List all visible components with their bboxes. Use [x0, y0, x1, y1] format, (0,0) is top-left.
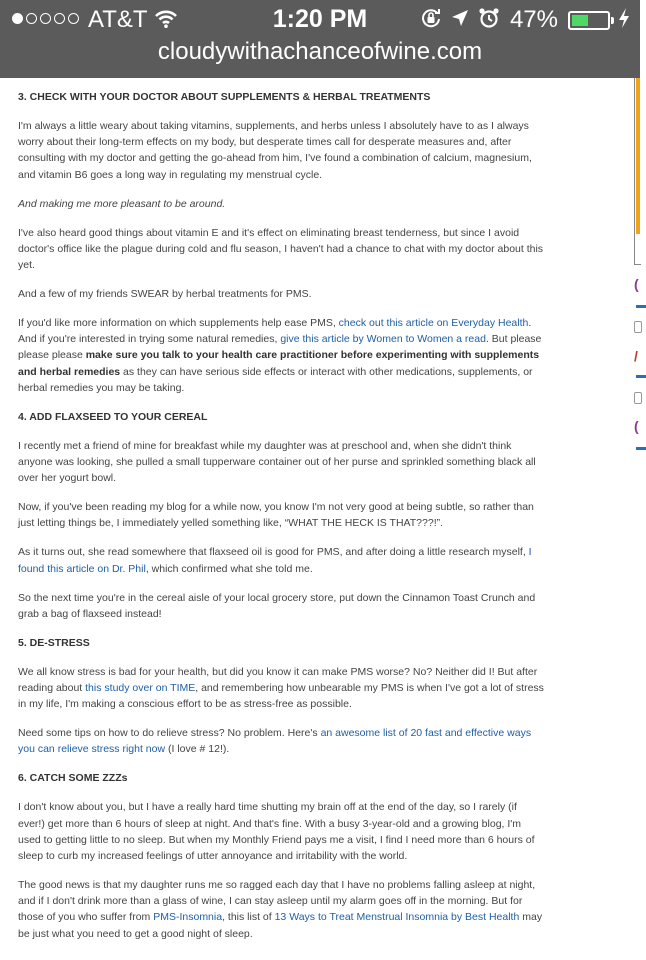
text: The good news is that my daughter runs me so ragged each day that I have no problems falling asleep at night, and if I don't drink more than a glass of wine, I can stay asleep until my alarm goes off in the morning. But for those of you who suffer from	[18, 879, 536, 924]
status-right-group	[420, 6, 630, 34]
paragraph: And a few of my friends SWEAR by herbal treatments for PMS.	[18, 288, 312, 301]
sidebar-checkbox[interactable]	[634, 392, 642, 404]
paragraph: I don't know about you, but I have a really hard time shutting my brain off at the end of the day, so I rarely (if ever!) get more than 6 hours of sleep at night. And that's fine. With a busy 3-year-old and a growing blog, I'm used to getting little to no sleep. But when my Monthly Friend pays me a visit, I find I need more than 6 hours of sleep to curb my increased feelings of utter annoyance and irritability with the world.	[18, 801, 535, 863]
url-bar-domain[interactable]: cloudywithachanceofwine.com	[157, 38, 483, 65]
paragraph: I've also heard good things about vitamin E and it's effect on eliminating breast tenderness, but since I avoid doctor's office like the plague during cold and flu season, I haven't had a chance to chat with my doctor about this yet.	[18, 226, 544, 272]
bold-warning: make sure you talk to your health care practitioner before experimenting with supplements and herbal remedies	[18, 349, 540, 378]
section-heading-5: 5. DE-STRESS	[18, 636, 90, 649]
text: As it turns out, she read somewhere that flaxseed oil is good for PMS, and after doing a little research myself,	[18, 546, 529, 559]
text: Need some tips on how to do relieve stress? No problem. Here's	[18, 727, 321, 740]
text: may be just what you need to get a good night of sleep.	[18, 911, 543, 940]
pms-insomnia-link[interactable]: PMS-Insomnia	[153, 911, 223, 924]
sidebar-fragment: ▬	[636, 370, 646, 381]
dr-phil-link[interactable]: I found this article on Dr. Phil	[18, 546, 532, 575]
paragraph: Now, if you've been reading my blog for a while now, you know I'm not very good at being subtle, so rather than just letting things be, I immediately yelled something like, “WHAT THE HECK IS THAT???!”.	[18, 501, 534, 530]
text: . And if you're interested in trying some natural remedies,	[18, 317, 532, 346]
signal-strength-icon	[12, 13, 79, 24]
wifi-icon	[154, 9, 178, 34]
paragraph: I'm always a little weary about taking vitamins, supplements, and herbs unless I absolutely have to as I always worry about their long-term effects on my body, but desperate times call for desperate measures and, after consulting with my doctor and getting the go-ahead from him, I've found a combination of calcium, magnesium, and vitamin B6 goes a long way in regulating my menstrual cycle.	[18, 120, 532, 181]
carrier-name: AT&T	[88, 6, 148, 33]
sidebar-fragment: (	[634, 418, 639, 434]
text: , and remembering how unbearable my PMS is when I've got a lot of stress in my life, I'm making a conscious effort to be as stress-free as possible.	[18, 682, 544, 711]
paragraph-supplements-links	[18, 315, 546, 396]
text: as they can have serious side effects or interact with other medications, supplements, or herbal remedies you may be taking.	[18, 365, 533, 394]
paragraph: I recently met a friend of mine for breakfast while my daughter was at preschool and, when she didn't think anyone was looking, she pulled a small tupperware container out of her purse and sprinkled something black all over her yogurt bowl.	[18, 439, 536, 485]
browser-top-bar	[0, 0, 640, 78]
paragraph-stress-tips	[18, 725, 546, 757]
text: . But please please please	[18, 333, 542, 362]
paragraph-insomnia	[18, 877, 546, 942]
best-health-link[interactable]: 13 Ways to Treat Menstrual Insomnia by Best Health	[274, 911, 520, 924]
sidebar-edge	[630, 78, 646, 960]
battery-percent: 47%	[509, 6, 558, 33]
rotation-lock-icon	[420, 7, 442, 34]
section-heading-3: 3. CHECK WITH YOUR DOCTOR ABOUT SUPPLEMENTS & HERBAL TREATMENTS	[18, 91, 431, 103]
battery-icon	[568, 11, 610, 30]
text: (I love # 12!).	[165, 743, 230, 756]
charging-bolt-icon	[618, 7, 630, 34]
text: If you'd like more information on which supplements help ease PMS,	[18, 317, 339, 330]
section-heading-6: 6. CATCH SOME ZZZs	[18, 772, 128, 785]
text: We all know stress is bad for your health, but did you know it can make PMS worse? No? Neither did I! But after reading about	[18, 665, 538, 695]
stress-list-link[interactable]: an awesome list of 20 fast and effective ways you can relieve stress right now	[18, 727, 532, 756]
text: , this list of	[222, 911, 275, 924]
sidebar-accent-bar	[636, 78, 640, 234]
text: , which confirmed what she told me.	[145, 562, 313, 575]
sidebar-fragment: /	[634, 348, 638, 364]
sidebar-checkbox[interactable]	[634, 321, 642, 333]
sidebar-fragment: ▬	[636, 442, 646, 453]
section-heading-4: 4. ADD FLAXSEED TO YOUR CEREAL	[18, 410, 208, 423]
paragraph-italic: And making me more pleasant to be around.	[18, 197, 226, 210]
sidebar-fragment: ▬	[636, 300, 646, 311]
paragraph-time-study	[18, 664, 546, 713]
women-to-women-link[interactable]: give this article by Women to Women a read	[280, 333, 486, 346]
article-body	[18, 54, 546, 955]
alarm-clock-icon	[478, 7, 500, 34]
paragraph: So the next time you're in the cereal aisle of your local grocery store, put down the Cinnamon Toast Crunch and grab a bag of flaxseed instead!	[18, 591, 536, 620]
paragraph-drphil	[18, 544, 546, 576]
location-arrow-icon	[450, 8, 470, 33]
everyday-health-link[interactable]: check out this article on Everyday Health	[338, 317, 529, 330]
status-time: 1:20 PM	[272, 5, 368, 33]
status-bar	[0, 0, 640, 40]
sidebar-fragment: (	[634, 276, 639, 292]
time-study-link[interactable]: this study over on TIME	[85, 682, 196, 695]
